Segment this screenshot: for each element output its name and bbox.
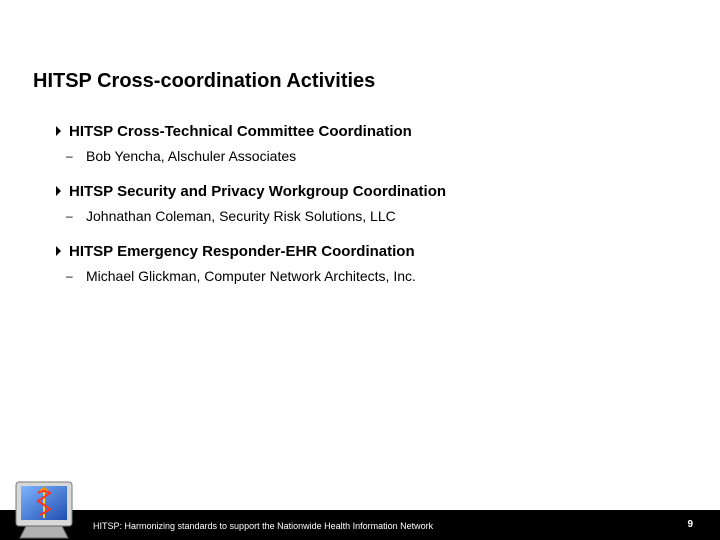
dash-marker: – <box>66 149 73 163</box>
sub-bullet-text: Bob Yencha, Alschuler Associates <box>86 148 297 164</box>
sub-bullet-text: Michael Glickman, Computer Network Architects, Inc. <box>86 268 416 284</box>
triangle-bullet-icon <box>56 126 61 136</box>
slide-title: HITSP Cross-coordination Activities <box>33 70 376 92</box>
dash-marker: – <box>66 269 73 283</box>
sub-bullet <box>56 265 696 287</box>
sub-bullet <box>56 145 696 167</box>
bullet-item <box>56 240 696 287</box>
page-number: 9 <box>687 519 693 530</box>
triangle-bullet-icon <box>56 246 61 256</box>
sub-bullet-text: Johnathan Coleman, Security Risk Solutions, LLC <box>86 208 396 224</box>
monitor-caduceus-icon <box>14 480 84 540</box>
bullet-item <box>56 180 696 227</box>
footer-bar <box>0 510 720 540</box>
bullet-text: HITSP Cross-Technical Committee Coordination <box>69 122 412 140</box>
sub-bullet <box>56 205 696 227</box>
bullet-item <box>56 120 696 167</box>
bullet-text: HITSP Emergency Responder-EHR Coordination <box>69 242 415 260</box>
dash-marker: – <box>66 209 73 223</box>
footer-text: HITSP: Harmonizing standards to support the Nationwide Health Information Network <box>93 521 434 531</box>
bullet-text: HITSP Security and Privacy Workgroup Coordination <box>69 182 447 200</box>
bullet-list <box>56 120 696 300</box>
triangle-bullet-icon <box>56 186 61 196</box>
